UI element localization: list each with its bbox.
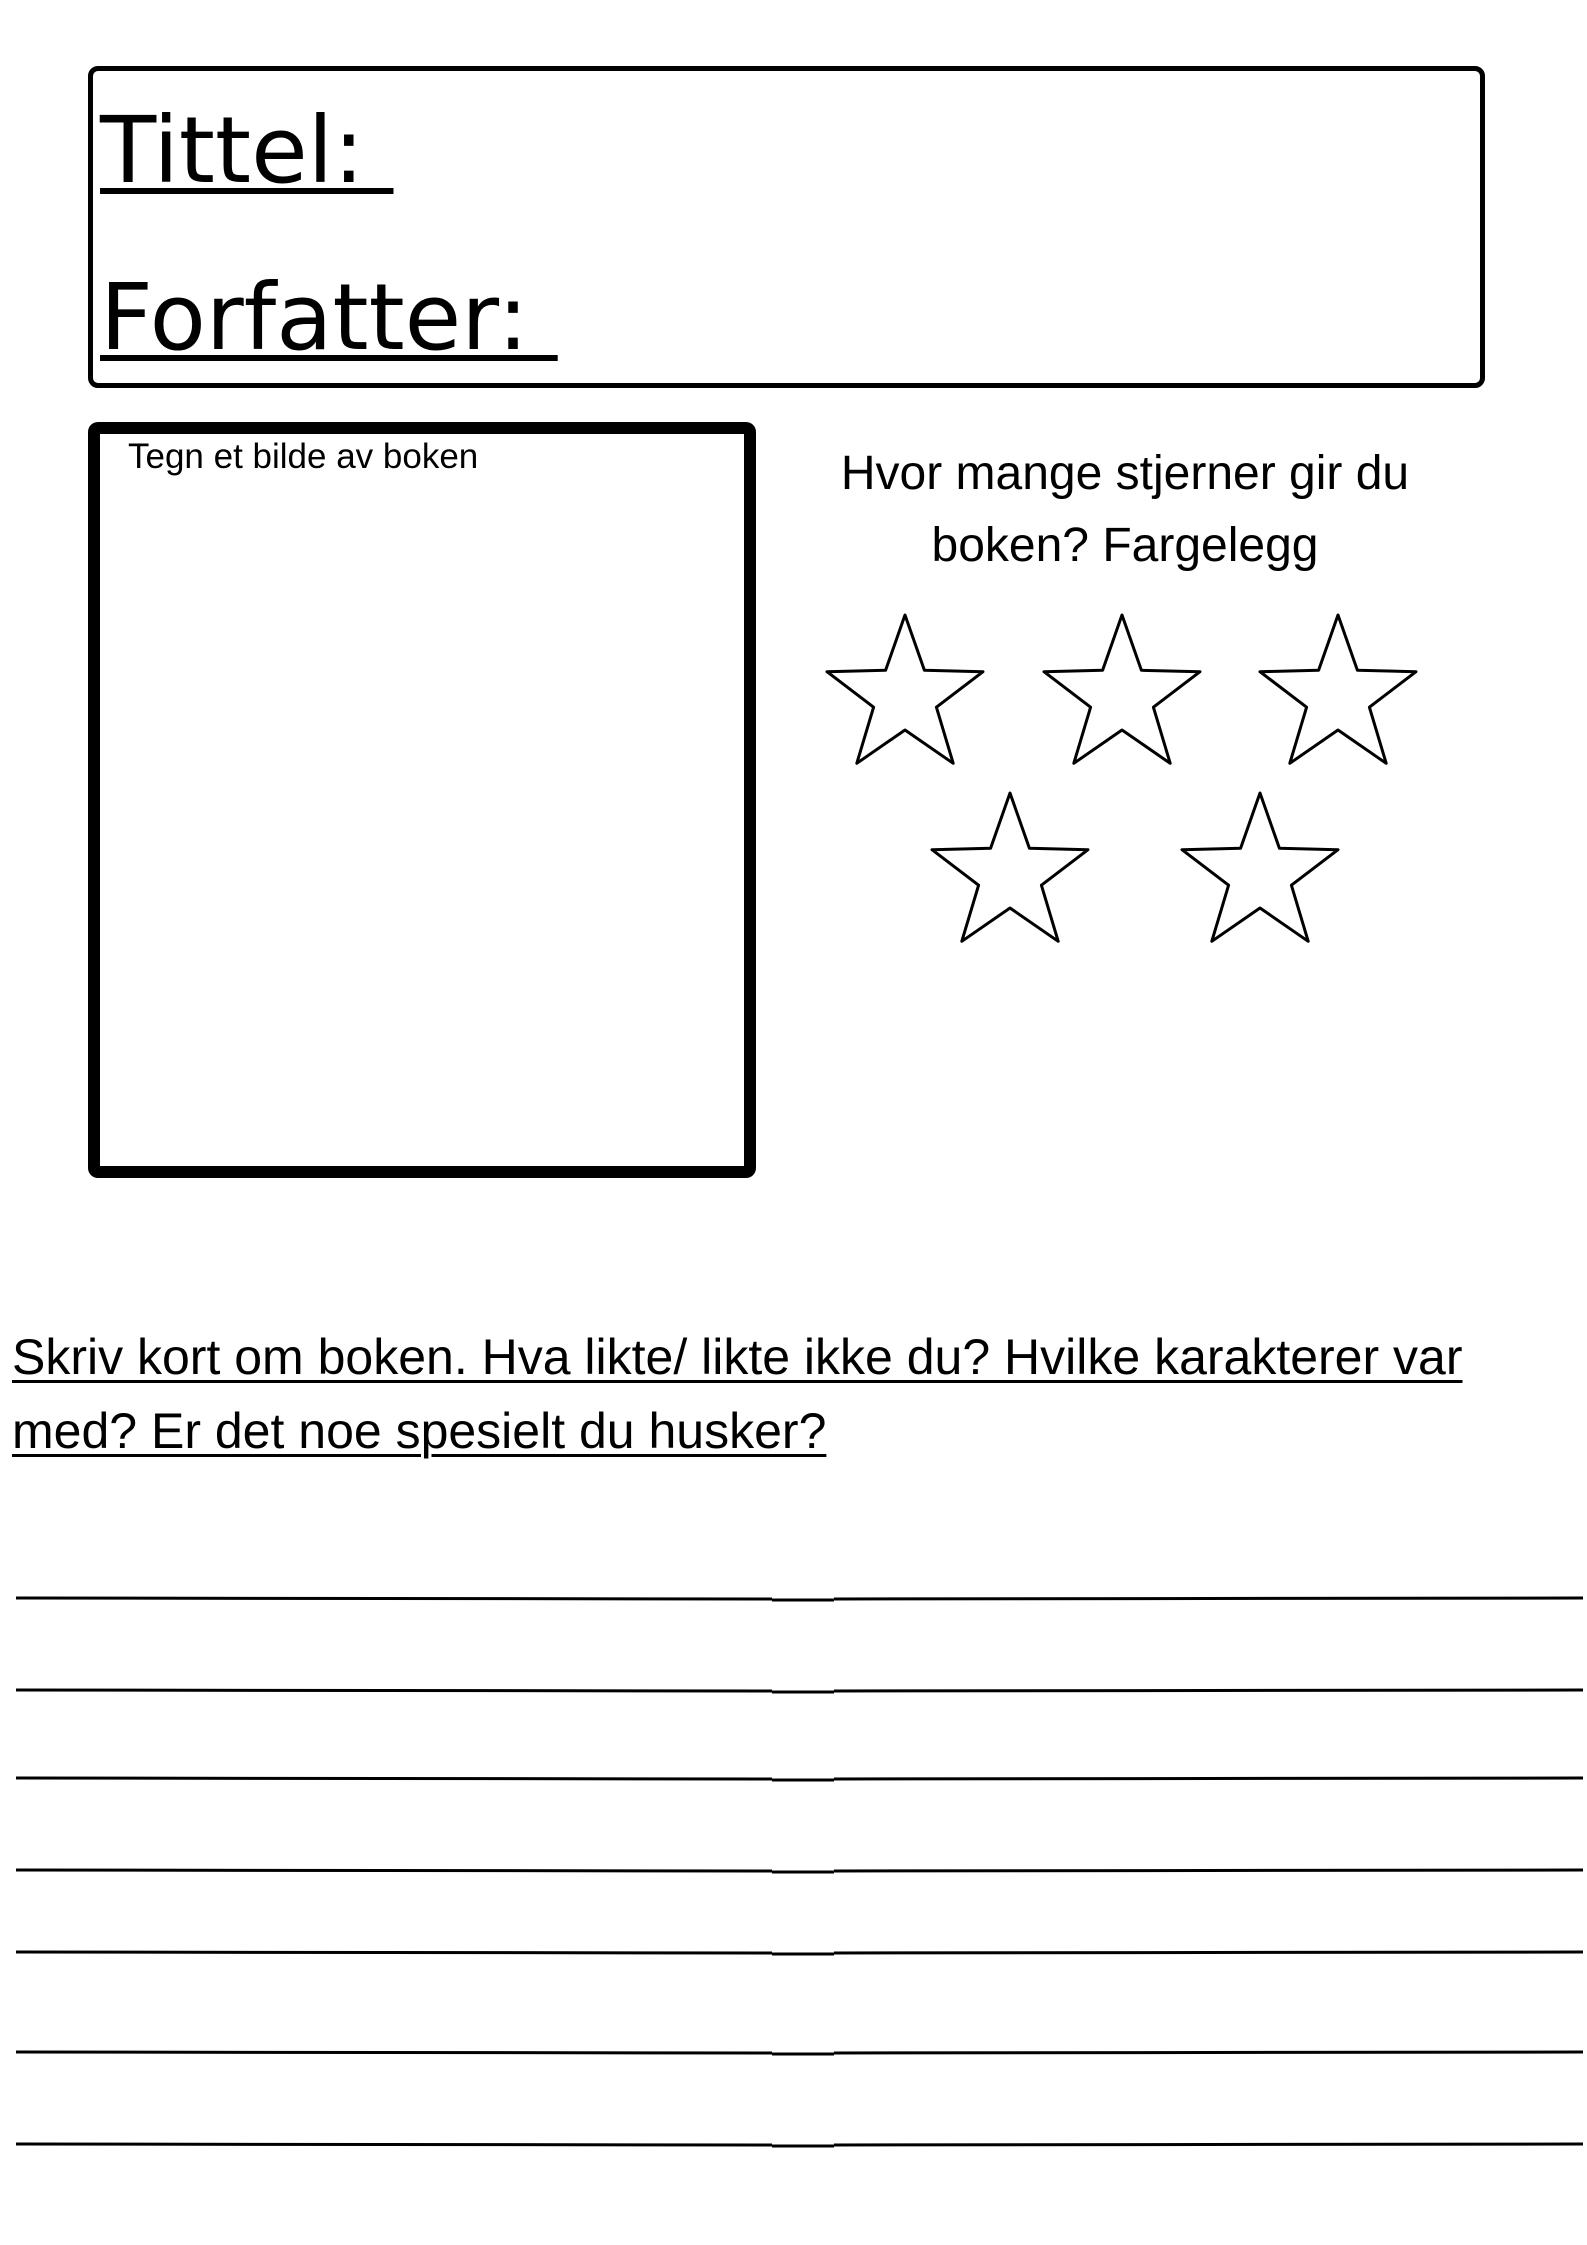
writing-line[interactable] [16, 2144, 1583, 2146]
drawing-area-label: Tegn et bilde av boken [128, 437, 479, 476]
title-label: Tittel: [100, 97, 394, 204]
writing-line[interactable] [16, 1952, 1583, 1954]
writing-prompt: Skriv kort om boken. Hva likte/ likte ikke du? Hvilke karakterer var med? Er det noe spesielt du husker? [12, 1329, 1463, 1459]
star-outline-icon[interactable] [932, 793, 1088, 941]
writing-line[interactable] [16, 2052, 1583, 2054]
star-rating [800, 600, 1460, 960]
writing-line[interactable] [16, 1778, 1583, 1780]
rating-prompt: Hvor mange stjerner gir du boken? Fargelegg [840, 447, 1410, 572]
author-label: Forfatter: [100, 264, 558, 371]
writing-line[interactable] [16, 1690, 1583, 1692]
star-outline-icon[interactable] [1260, 615, 1416, 763]
star-outline-icon[interactable] [1044, 615, 1200, 763]
writing-line[interactable] [16, 1870, 1583, 1872]
drawing-area[interactable] [88, 422, 756, 1178]
writing-line[interactable] [16, 1598, 1583, 1600]
star-outline-icon[interactable] [1182, 793, 1338, 941]
star-outline-icon[interactable] [827, 615, 983, 763]
